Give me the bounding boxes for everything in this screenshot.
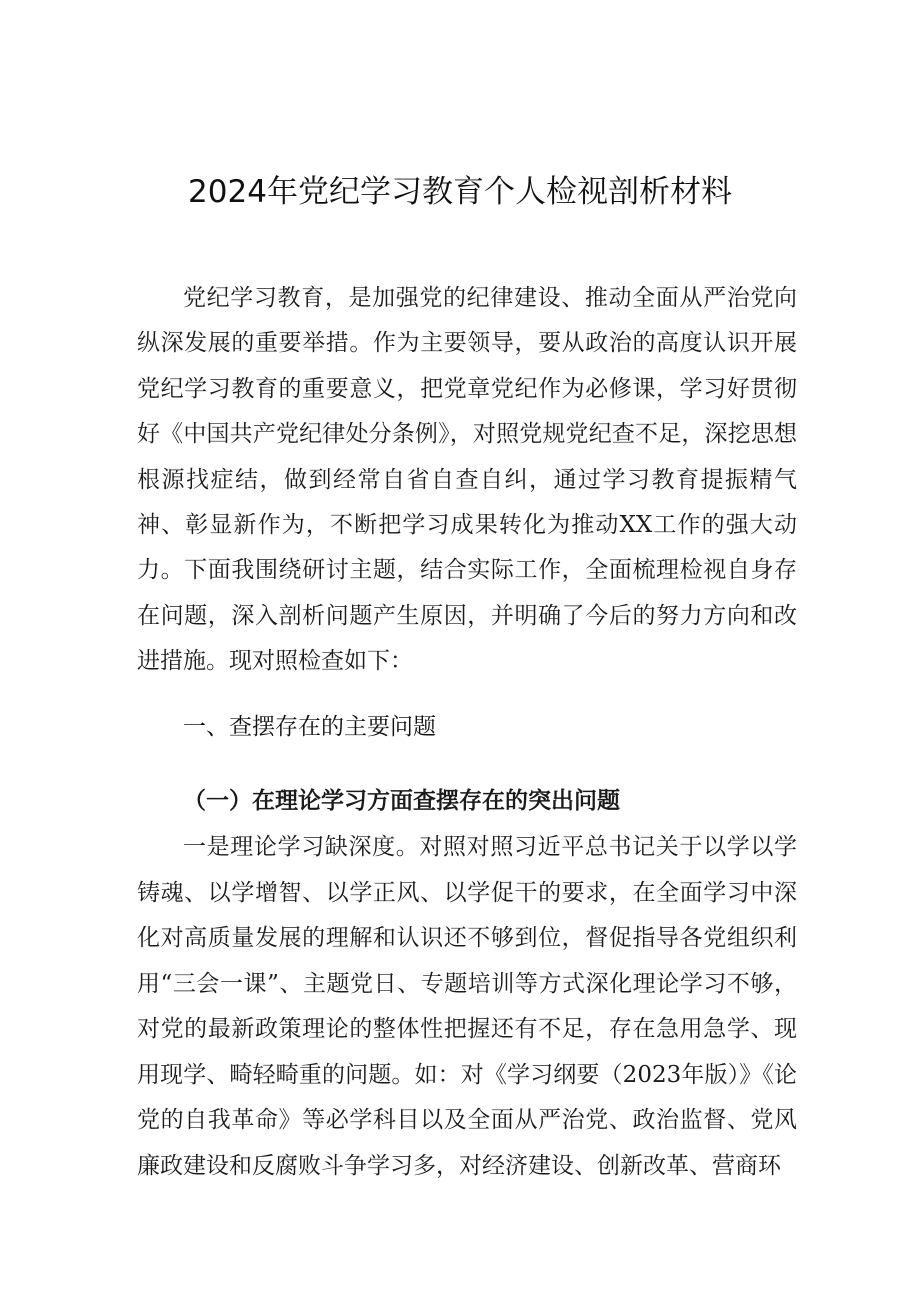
section-heading: 一、查摆存在的主要问题	[183, 714, 436, 740]
point-paragraph: 一是理论学习缺深度。对照对照习近平总书记关于以学以学铸魂、以学增智、以学正风、以学促干的要求，在全面学习中深化对高质量发展的理解和认识还不够到位，督促指导各党组织利用“三会一课”、主题党日、专题培训等方式深化理论学习不够，对党的最新政策理论的整体性把握还有不足，存在急用急学、现用现学、畸轻畸重的问题。如：对《学习纲要（2023年版）》《论党的自我革命》等必学科目以及全面从严治党、政治监督、党风廉政建设和反腐败斗争学习多，对经济建设、创新改革、营商环	[137, 834, 797, 1179]
subsection-heading: （一）在理论学习方面查摆存在的突出问题	[183, 787, 620, 814]
intro-paragraph: 党纪学习教育，是加强党的纪律建设、推动全面从严治党向纵深发展的重要举措。作为主要领导，要从政治的高度认识开展党纪学习教育的重要意义，把党章党纪作为必修课，学习好贯彻好《中国共产党纪律处分条例》，对照党规党纪查不足，深挖思想根源找症结，做到经常自省自查自纠，通过学习教育提振精气神、彰显新作为，不断把学习成果转化为推动XX工作的强大动力。下面我围绕研讨主题，结合实际工作，全面梳理检视自身存在问题，深入剖析问题产生原因，并明确了今后的努力方向和改进措施。现对照检查如下：	[137, 285, 797, 675]
document-title: 2024年党纪学习教育个人检视剖析材料	[188, 174, 732, 210]
